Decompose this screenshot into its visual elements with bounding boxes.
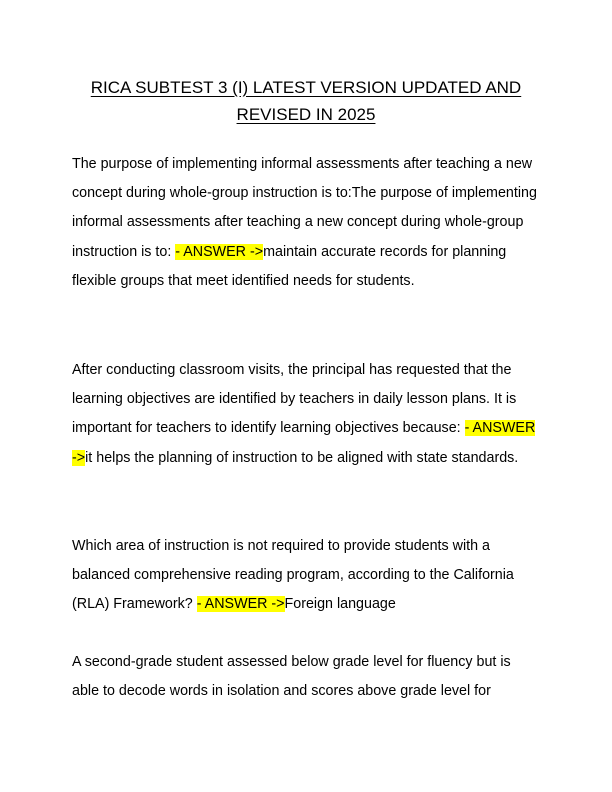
question-text: The purpose of implementing informal assessments after teaching a new concept during whole-group instruction is to:The purpose of implementing informal assessments after teaching a new concept during whole-group instruction is to: — [72, 156, 537, 260]
question-text: After conducting classroom visits, the principal has requested that the learning objectives are identified by teachers in daily lesson plans. It is important for teachers to identify learning objectives because: — [72, 362, 517, 437]
answer-text: it helps the planning of instruction to be aligned with state standards. — [85, 449, 519, 466]
qa-item-3 — [72, 532, 540, 620]
qa-item-2 — [72, 356, 540, 473]
question-text: A second-grade student assessed below grade level for fluency but is able to decode words in isolation and scores above grade level for — [72, 654, 511, 700]
answer-marker: - ANSWER -> — [72, 420, 536, 466]
document-title: RICA SUBTEST 3 (I) LATEST VERSION UPDATED AND REVISED IN 2025 — [90, 78, 522, 124]
question-text: Which area of instruction is not required to provide students with a balanced comprehensive reading program, according to the California (RLA) Framework? — [72, 538, 514, 613]
answer-marker: - ANSWER -> — [175, 243, 264, 260]
qa-item-1 — [72, 150, 540, 296]
answer-text: maintain accurate records for planning flexible groups that meet identified needs for students. — [72, 243, 507, 289]
answer-marker: - ANSWER -> — [196, 596, 285, 613]
answer-text: Foreign language — [284, 596, 396, 613]
qa-item-4 — [72, 648, 540, 706]
